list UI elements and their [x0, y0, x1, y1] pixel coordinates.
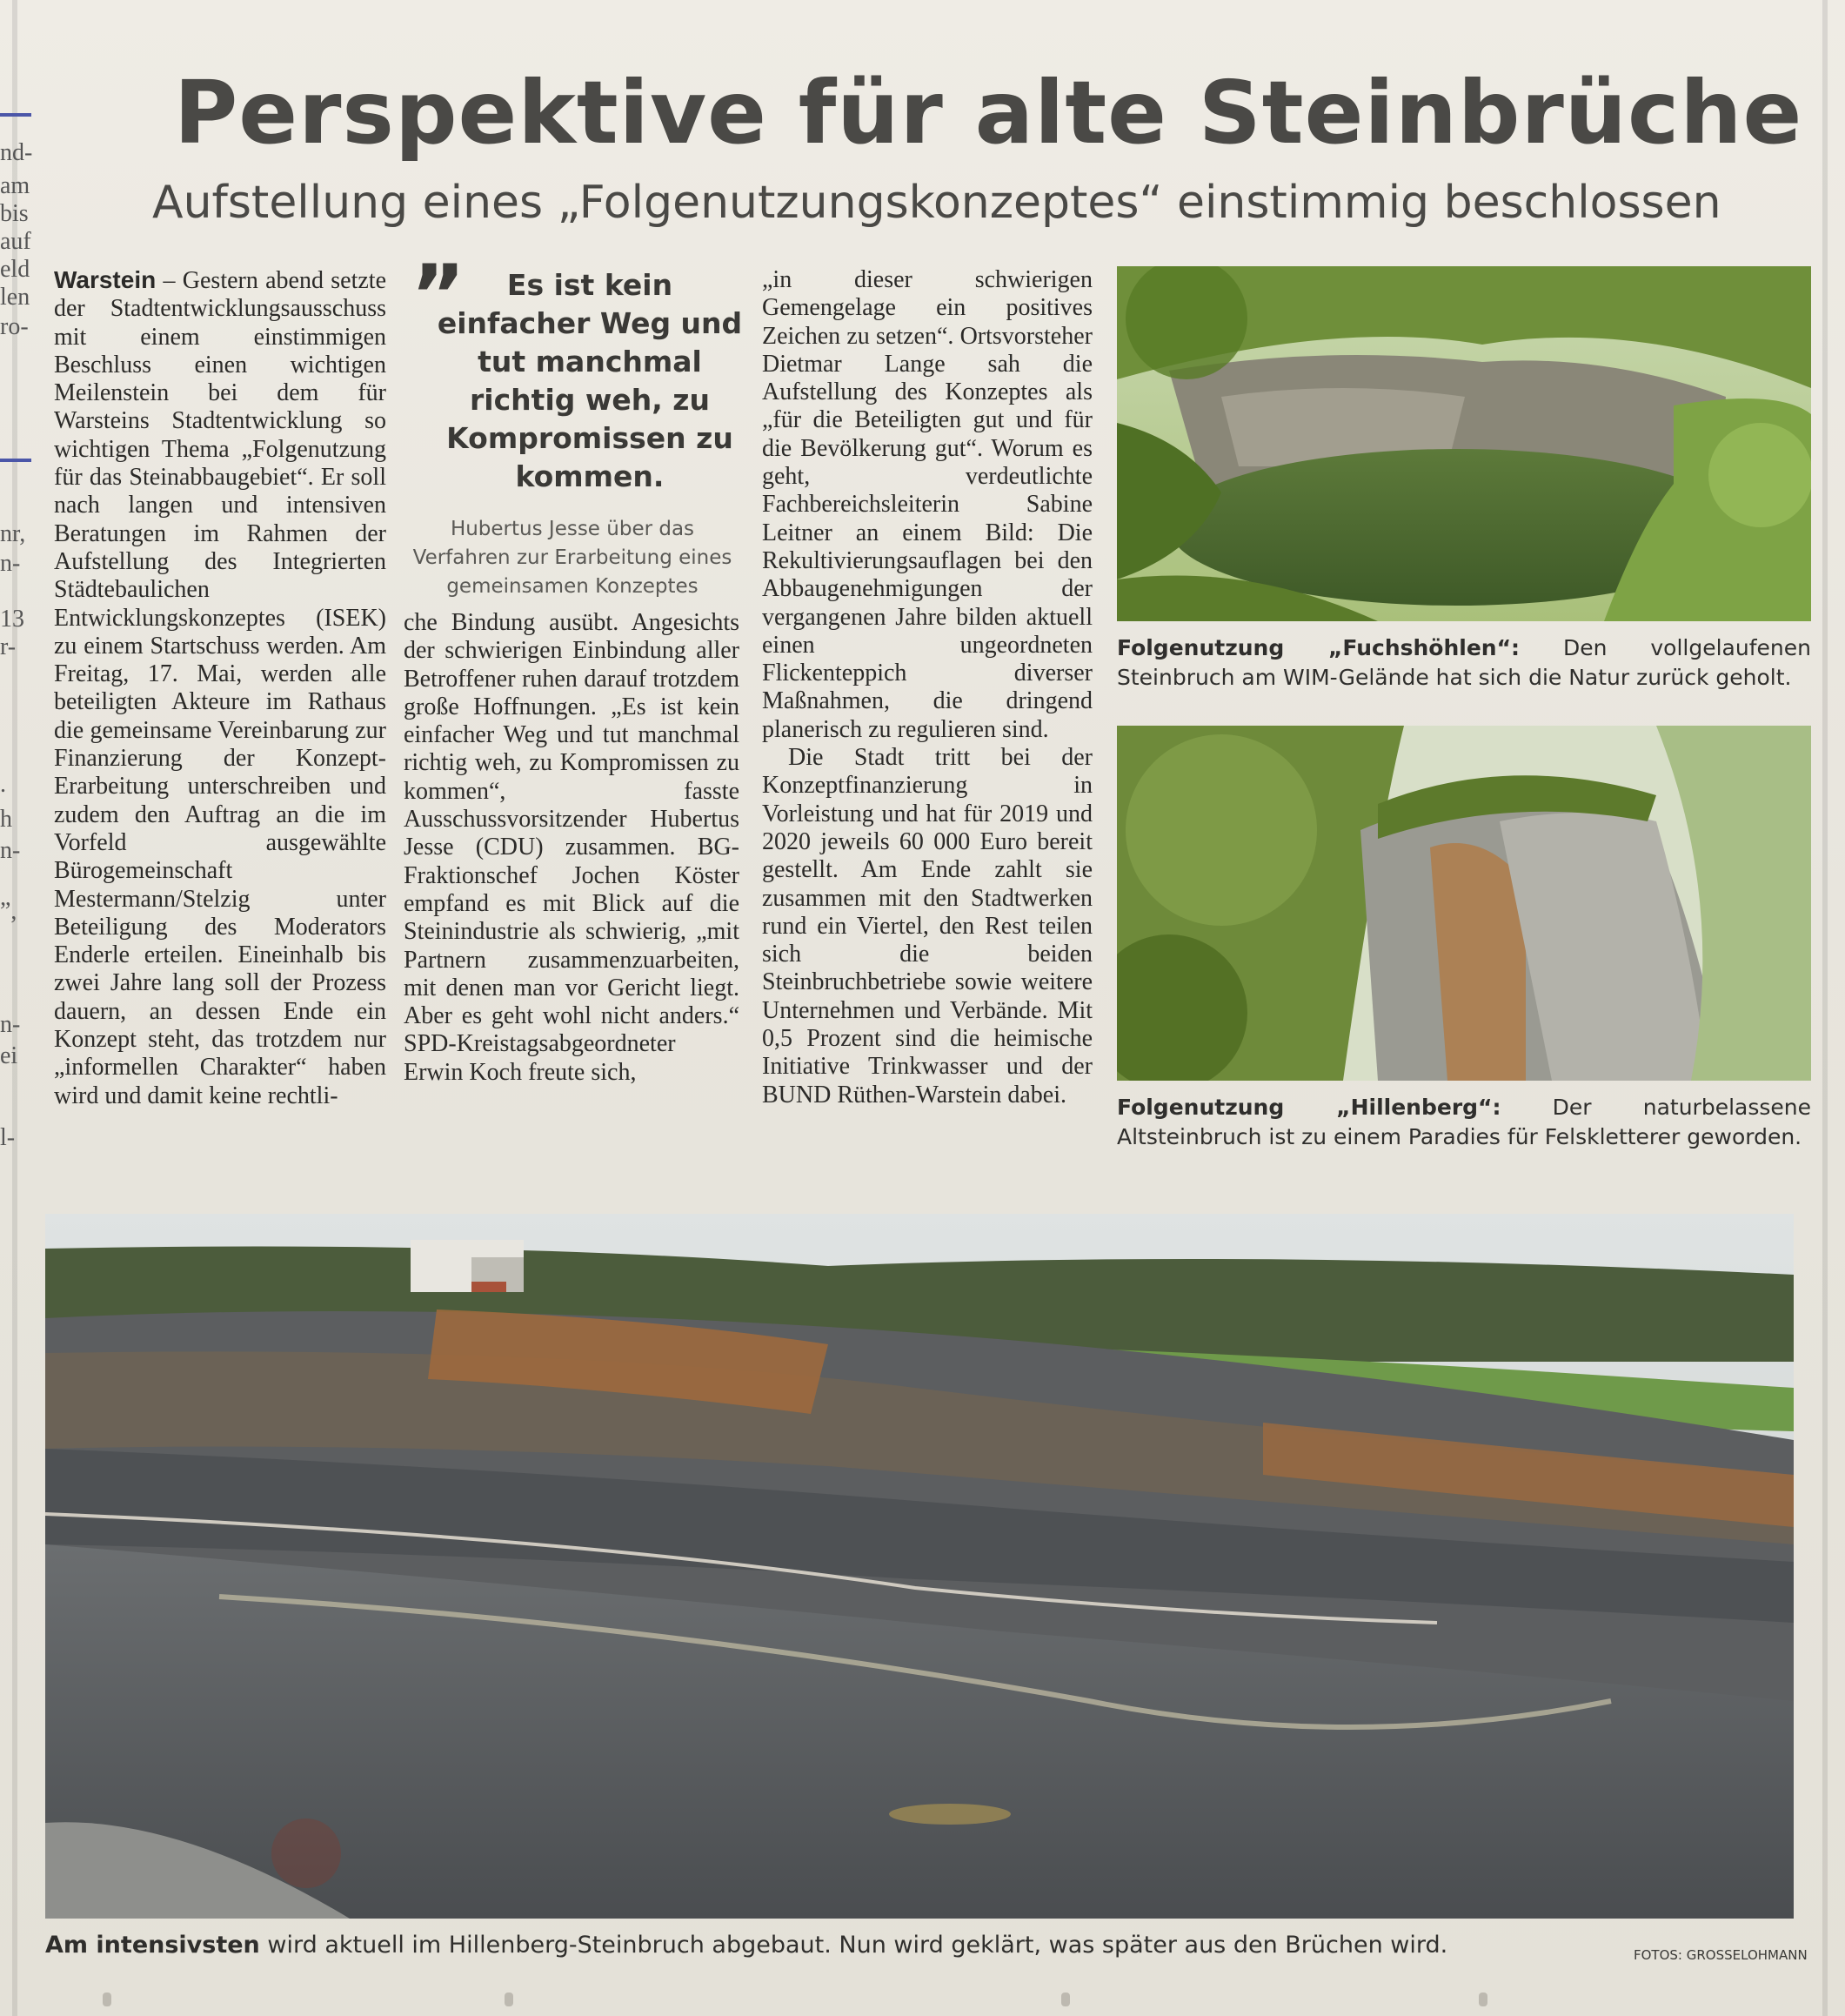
- edge-fragment: ro-: [0, 313, 29, 340]
- quote-mark-icon: ”: [411, 247, 466, 345]
- quarry-image: [45, 1214, 1794, 1919]
- caption-fuchshoehlen-title: Folgenutzung „Fuchshöhlen“:: [1117, 635, 1521, 660]
- edge-fragment: h: [0, 806, 12, 833]
- main-caption-title: Am intensivsten: [45, 1932, 260, 1959]
- column-3-paragraph-2: Die Stadt tritt bei der Konzeptfinanzierung in Vorleistung und hat für 2019 und 2020 jeweils 60 000 Euro bereit gestellt. Am Ende zahlt sie zusammen mit den Stadtwerken rund ein Viertel, den Rest teilen sich die beiden Steinbruchbetriebe sowie weitere Unternehmen und Verbände. Mit 0,5 Prozent sind die heimische Initiative Trinkwasser und der BUND Rüthen-Warstein dabei.: [762, 744, 1093, 1108]
- column-3-paragraph-1: „in dieser schwierigen Gemengelage ein positives Zeichen zu setzen“. Ortsvorsteher Dietmar Lange sah die Aufstellung des Konzeptes als „für die Beteiligten gut und für die Bevölkerung gut“. Worum es geht, verdeutlichte Fachbereichsleiterin Sabine Leitner an einem Bild: Die Rekultivierungsauflagen bei den Abbaugenehmigungen der vergangenen Jahre bilden aktuell einen ungeordneten Flickenteppich diverser Maßnahmen, die dringend planerisch zu regulieren sind.: [762, 266, 1093, 743]
- column-2-text: che Bindung ausübt. Angesichts der schwierigen Einbindung aller Betroffener ruhen darauf trotzdem große Hoffnungen. „Es ist kein einfacher Weg und tut manchmal richtig weh, zu Kompromissen zu kommen“, fasste Ausschussvorsitzender Hubertus Jesse (CDU) zusammen. BG-Fraktionschef Jochen Köster empfand es mit Blick auf die Steinindustrie als schwierig, „mit Partnern zusammenzuarbeiten, mit denen man vor Gericht liegt. Aber es geht wohl nicht anders.“ SPD-Kreistagsabgeordneter Erwin Koch freute sich,: [404, 609, 739, 1086]
- headline: Perspektive für alte Steinbrüche: [174, 62, 1803, 164]
- edge-fragment: n-: [0, 837, 21, 864]
- caption-fuchshoehlen: [1117, 633, 1811, 693]
- page-fold-right: [1822, 0, 1828, 2016]
- fuchshoehlen-image: [1117, 266, 1811, 621]
- edge-rule: [0, 459, 31, 462]
- photo-hillenberg: [1117, 726, 1811, 1081]
- caption-fuchshoehlen-text: Den vollgelaufenen Steinbruch am WIM-Gelände hat sich die Natur zurück geholt.: [1117, 635, 1811, 690]
- caption-hillenberg-title: Folgenutzung „Hillenberg“:: [1117, 1095, 1501, 1120]
- edge-fragment: n-: [0, 550, 21, 577]
- edge-fragment: bis: [0, 200, 29, 227]
- staple-mark: [505, 1993, 513, 2006]
- edge-fragment: .: [0, 771, 6, 798]
- photo-fuchshoehlen: [1117, 266, 1811, 621]
- edge-fragment: ei: [0, 1042, 18, 1069]
- hillenberg-image: [1117, 726, 1811, 1081]
- photo-hillenberg-quarry: [45, 1214, 1794, 1919]
- column-1-text: – Gestern abend setzte der Stadtentwicklungsausschuss mit einem einstimmigen Beschluss einen wichtigen Meilenstein bei dem für Warsteins Stadtentwicklung so wichtigen Thema „Folgenutzung für das Steinabbaugebiet“. Er soll nach langen und intensiven Beratungen im Rahmen der Aufstellung des Integrierten Städtebaulichen Entwicklungskonzeptes (ISEK) zu einem Startschuss werden. Am Freitag, 17. Mai, werden alle beteiligten Akteure im Rathaus die gemeinsame Vereinbarung zur Finanzierung der Konzept-Erarbeitung unterschreiben und zudem den Auftrag an die im Vorfeld ausgewählte Bürogemeinschaft Mestermann/Stelzig unter Beteiligung des Moderators Enderle erteilen. Eineinhalb bis zwei Jahre lang soll der Prozess dauern, an dessen Ende ein Konzept steht, das trotzdem nur „informellen Charakter“ haben wird und damit keine rechtli-: [54, 267, 387, 1109]
- staple-mark: [103, 1993, 111, 2006]
- photo-credit: FOTOS: GROSSELOHMANN: [1634, 1947, 1808, 1963]
- staple-mark: [1061, 1993, 1070, 2006]
- edge-fragment: ”,: [0, 898, 17, 925]
- edge-fragment: l-: [0, 1124, 16, 1151]
- edge-fragment: nr,: [0, 520, 26, 547]
- dateline: Warstein: [54, 266, 157, 293]
- article-column-3: [762, 266, 1093, 1109]
- edge-fragment: len: [0, 284, 30, 311]
- edge-fragment: eld: [0, 256, 30, 283]
- main-caption-text: wird aktuell im Hillenberg-Steinbruch abgebaut. Nun wird geklärt, was später aus den Brüchen wird.: [267, 1932, 1448, 1959]
- staple-mark: [1479, 1993, 1487, 2006]
- edge-fragment: am: [0, 172, 30, 199]
- caption-hillenberg-text: Der naturbelassene Altsteinbruch ist zu einem Paradies für Felskletterer geworden.: [1117, 1095, 1812, 1149]
- edge-fragment: 13: [0, 606, 24, 633]
- article-column-2: [404, 609, 739, 1087]
- subheadline: Aufstellung eines „Folgenutzungskonzeptes“ einstimmig beschlossen: [152, 177, 1721, 229]
- edge-fragment: auf: [0, 228, 31, 255]
- edge-fragment: r-: [0, 633, 17, 660]
- caption-hillenberg: [1117, 1093, 1811, 1152]
- pull-quote: [402, 247, 743, 601]
- edge-fragment: nd-: [0, 139, 33, 166]
- article-column-1: [54, 266, 386, 1110]
- edge-fragment: n-: [0, 1011, 21, 1038]
- main-photo-caption: [45, 1930, 1594, 1961]
- edge-rule: [0, 113, 31, 117]
- pull-quote-source: Hubertus Jesse über das Verfahren zur Erarbeitung eines gemeinsamen Konzeptes: [412, 518, 732, 598]
- pull-quote-text: Es ist kein einfacher Weg und tut manchmal richtig weh, zu Kompromissen zu kommen.: [437, 268, 743, 493]
